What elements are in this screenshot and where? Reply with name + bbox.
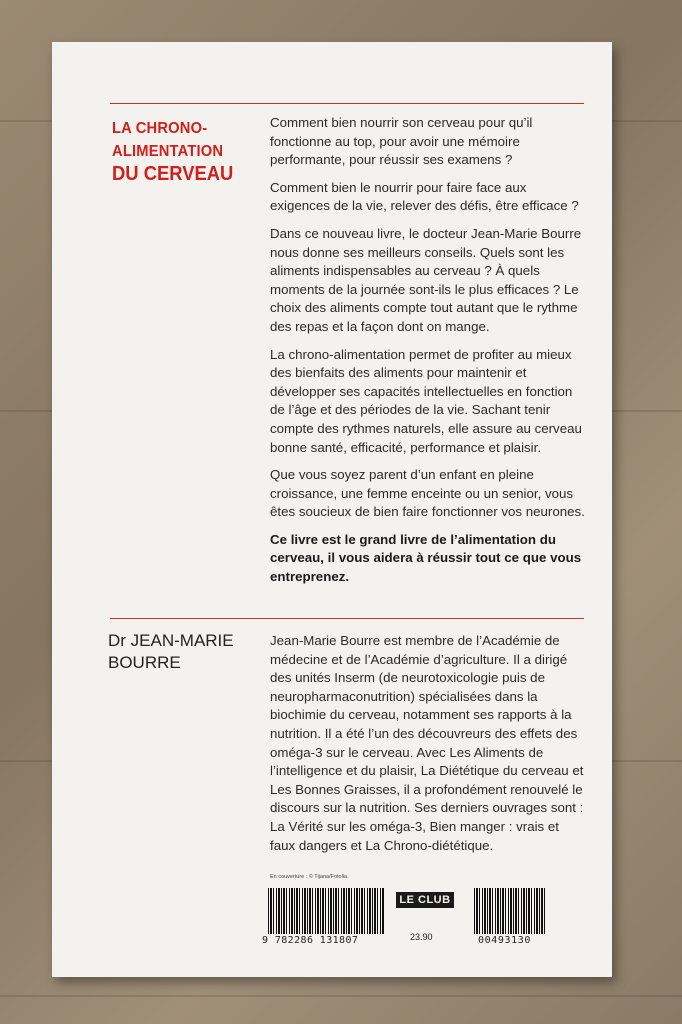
blurb-paragraph: Que vous soyez parent d’un enfant en pleine croissance, une femme enceinte ou un senior, vous êtes soucieux de bien faire fonctionner vos neurones. [270,467,585,520]
author-line-2: BOURRE [108,653,181,672]
author-name [108,630,268,674]
middle-rule [110,618,584,619]
blurb [270,114,586,587]
title-line-2: ALIMENTATION [112,143,224,160]
le-club-logo: LE CLUB [396,892,454,908]
code-barcode [474,888,546,934]
title-line-1: LA CHRONO- [112,120,208,137]
author-line-1: Dr JEAN-MARIE [108,631,234,650]
top-rule [110,103,584,104]
cover-credit: En couverture : © Tijana/Fotolia. [270,874,349,880]
book-back-cover [52,42,612,977]
blurb-paragraph: La chrono-alimentation permet de profiter au mieux des bienfaits des aliments pour maintenir et développer ses capacités intellectuelles en fonction de l’âge et des périodes de la vie. Sachant tenir compte des rythmes naturels, elle assure au cerveau bonne santé, efficacité, performance et plaisir. [270,346,582,455]
author-bio: Jean-Marie Bourre est membre de l’Académie de médecine et de l’Académie d’agriculture. Il a dirigé des unités Inserm (de neurotoxicologie puis de neuropharmaconutrition) spécialisées dans la biochimie du cerveau, notamment ses rapports à la nutrition. Il a été l’un des découvreurs des effets des oméga-3 sur le cerveau. Avec Les Aliments de l’intelligence et du plaisir, La Diététique du cerveau et Les Bonnes Graisses, il a profondément renouvelé le discours sur la nutrition. Ses derniers ouvrages sont : La Vérité sur les oméga-3, Bien manger : vrais et faux dangers et La Chrono-diététique. [270,633,584,853]
isbn-number: 9 782286 131807 [262,935,359,946]
price: 23.90 [410,932,433,942]
blurb-paragraph: Comment bien le nourrir pour faire face aux exigences de la vie, relever des défis, être efficace ? [270,179,579,214]
isbn-barcode [268,888,384,934]
blurb-paragraph: Comment bien nourrir son cerveau pour qu’il fonctionne au top, pour avoir une mémoire performante, pour réussir ses examens ? [270,115,533,168]
blurb-paragraph: Dans ce nouveau livre, le docteur Jean-Marie Bourre nous donne ses meilleurs conseils. Quels sont les aliments indispensables au cerveau ? À quels moments de la journée sont-ils le plus efficaces ? Le choix des aliments compte tout autant que le rythme des repas et la façon dont on mange. [270,225,582,334]
blurb-bold-paragraph: Ce livre est le grand livre de l’alimentation du cerveau, il vous aidera à réussir tout ce que vous entreprenez. [270,531,582,585]
code-number: 00493130 [478,935,531,946]
book-title [112,117,262,186]
title-line-3: DU CERVEAU [112,163,234,185]
